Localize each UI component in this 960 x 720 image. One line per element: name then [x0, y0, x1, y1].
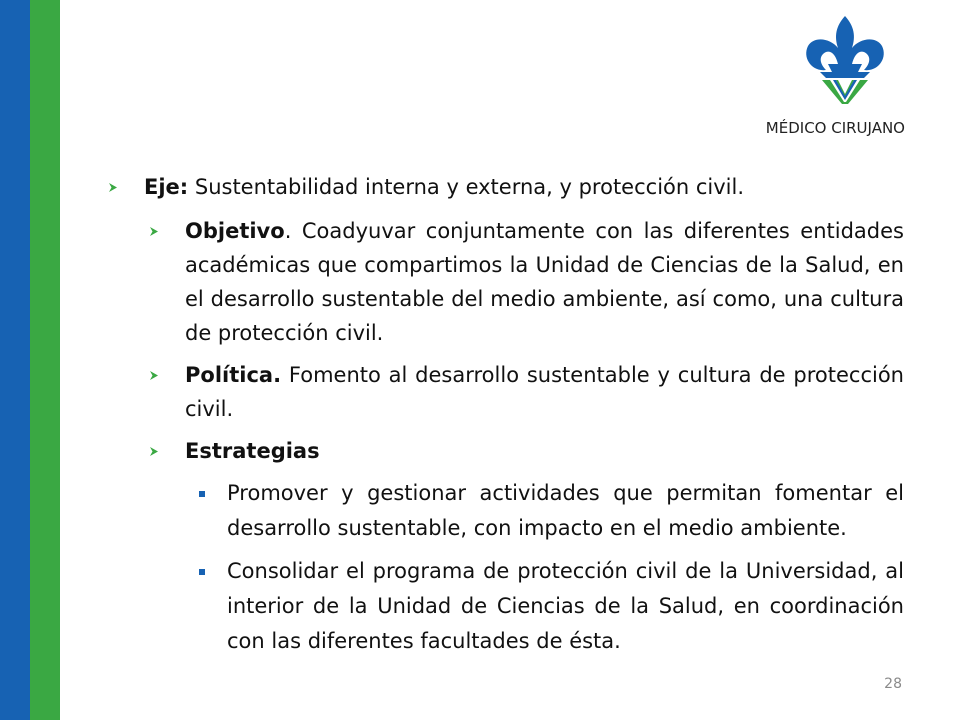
left-blue-bar — [0, 0, 30, 720]
list-item-objetivo — [149, 214, 904, 350]
header-label: MÉDICO CIRUJANO — [765, 119, 905, 137]
page-number: 28 — [884, 676, 902, 692]
arrow-bullet-icon — [149, 226, 159, 237]
eje-text: Sustentabilidad interna y externa, y protección civil. — [188, 175, 745, 199]
estrategia-text: Promover y gestionar actividades que permitan fomentar el desarrollo sustentable, con impacto en el medio ambiente. — [227, 481, 904, 540]
arrow-bullet-icon — [108, 182, 118, 193]
university-logo — [800, 14, 890, 106]
slide-content — [108, 170, 904, 667]
square-bullet-icon — [199, 491, 205, 497]
politica-text: Fomento al desarrollo sustentable y cultura de protección civil. — [185, 363, 904, 421]
estrategia-text: Consolidar el programa de protección civil de la Universidad, al interior de la Unidad de Ciencias de la Salud, en coordinación con las diferentes facultades de ésta. — [227, 559, 904, 653]
arrow-bullet-icon — [149, 370, 159, 381]
estrategias-label: Estrategias — [185, 439, 320, 463]
list-item-estrategias — [149, 434, 904, 468]
square-bullet-icon — [199, 569, 205, 575]
politica-label: Política. — [185, 363, 282, 387]
list-item-estrategia-1 — [193, 476, 904, 546]
arrow-bullet-icon — [149, 446, 159, 457]
objetivo-label: Objetivo — [185, 219, 285, 243]
list-item-politica — [149, 358, 904, 426]
list-item-estrategia-2 — [193, 554, 904, 659]
fleur-de-lis-logo — [800, 14, 890, 106]
eje-label: Eje: — [144, 175, 189, 199]
objetivo-text: . Coadyuvar conjuntamente con las diferentes entidades académicas que compartimos la Unidad de Ciencias de la Salud, en el desarrollo sustentable del medio ambiente, así como, una cultura de protección civil. — [185, 219, 904, 345]
left-green-bar — [30, 0, 60, 720]
list-item-eje — [108, 170, 904, 204]
